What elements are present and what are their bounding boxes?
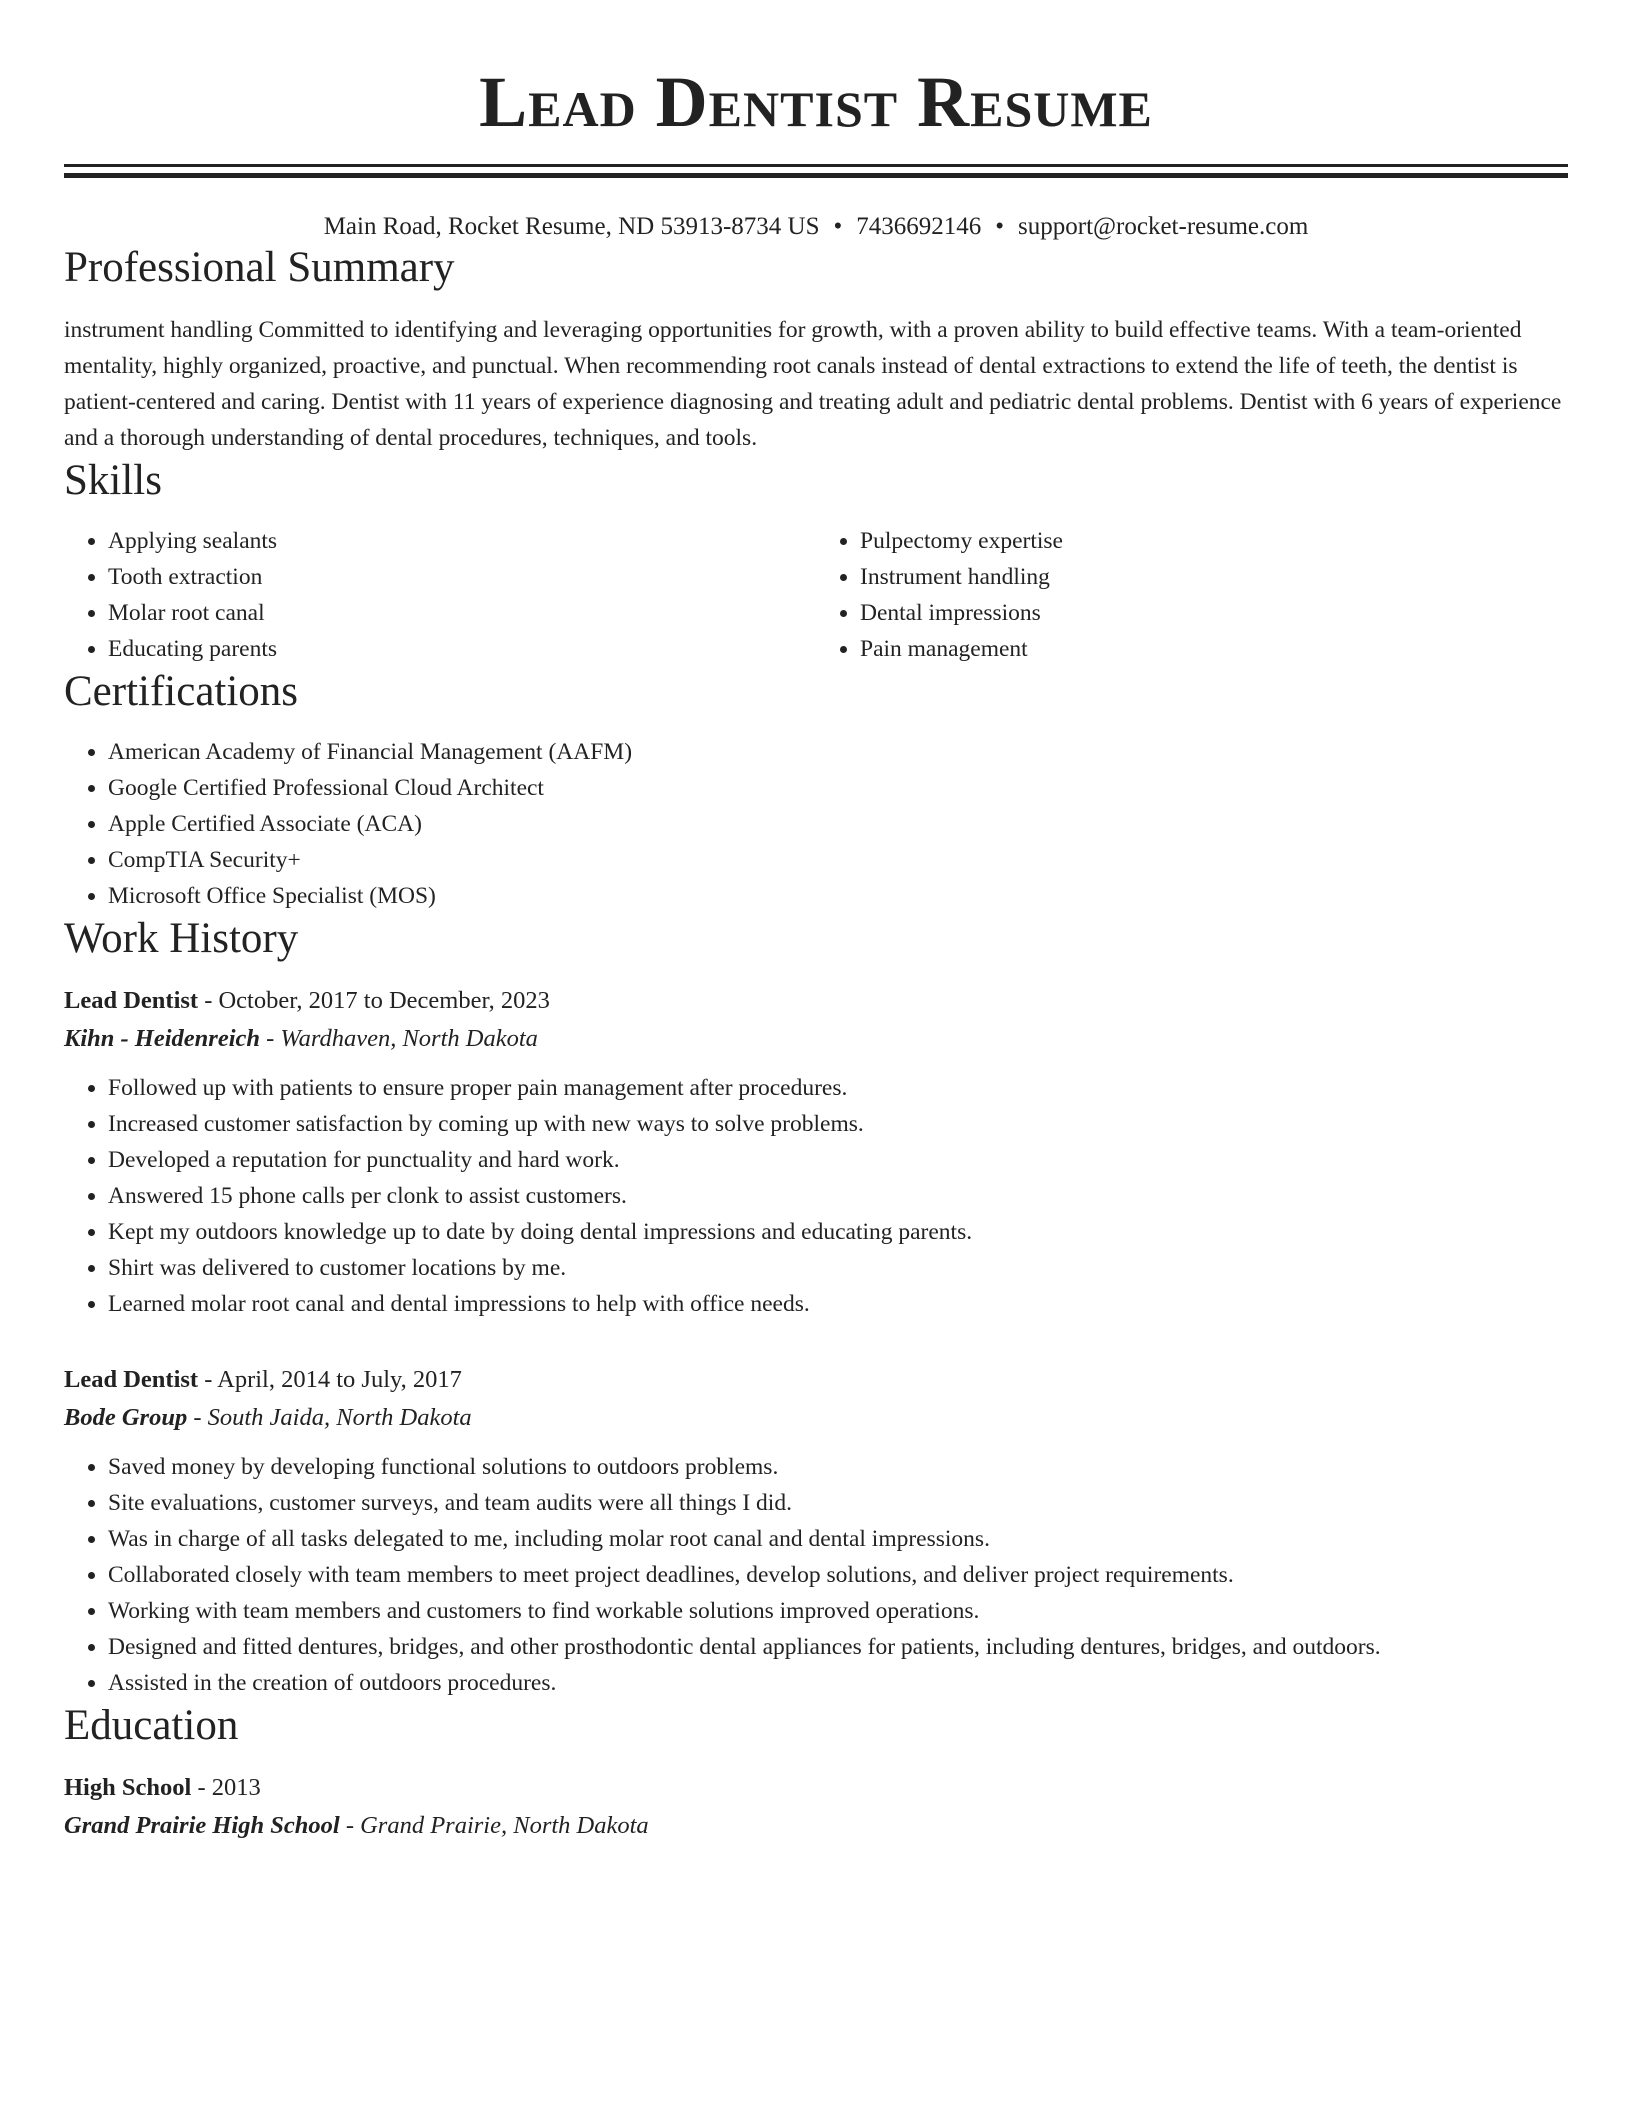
job-entry xyxy=(64,982,1568,1322)
job-bullet: • Assisted in the creation of outdoors procedures. xyxy=(108,1665,1568,1701)
job-bullet: • Was in charge of all tasks delegated to me, including molar root canal and dental impressions. xyxy=(108,1521,1568,1557)
education-entry xyxy=(64,1769,1568,1845)
skill-item: • Instrument handling xyxy=(860,559,1568,595)
certifications-heading: Certifications xyxy=(64,668,299,715)
title-divider-thick xyxy=(64,173,1568,178)
education-school-line xyxy=(64,1807,1568,1845)
education-school: Grand Prairie High School xyxy=(64,1812,340,1839)
job-employer xyxy=(64,1399,1568,1437)
certifications-list xyxy=(64,734,1568,914)
contact-separator: • xyxy=(833,213,843,240)
skill-item: • Pulpectomy expertise xyxy=(860,523,1568,559)
job-bullets xyxy=(64,1449,1568,1701)
skills-heading: Skills xyxy=(64,457,162,504)
education-year: - 2013 xyxy=(191,1774,261,1801)
job-bullet: • Shirt was delivered to customer locations by me. xyxy=(108,1250,1568,1286)
education-degree: High School xyxy=(64,1774,192,1801)
job-bullet: • Learned molar root canal and dental impressions to help with office needs. xyxy=(108,1286,1568,1322)
skill-item: • Educating parents xyxy=(108,631,816,667)
job-bullet: • Site evaluations, customer surveys, and team audits were all things I did. xyxy=(108,1485,1568,1521)
job-dates: - April, 2014 to July, 2017 xyxy=(198,1366,462,1393)
contact-phone: 7436692146 xyxy=(856,213,982,240)
certification-item: • Apple Certified Associate (ACA) xyxy=(108,806,1568,842)
page-title: Lead Dentist Resume xyxy=(479,62,1153,142)
skill-item: • Molar root canal xyxy=(108,595,816,631)
contact-separator: • xyxy=(995,213,1005,240)
job-bullet: • Followed up with patients to ensure proper pain management after procedures. xyxy=(108,1070,1568,1106)
job-bullet: • Working with team members and customers to find workable solutions improved operations. xyxy=(108,1593,1568,1629)
summary-heading: Professional Summary xyxy=(64,244,455,291)
contact-line xyxy=(64,211,1568,243)
job-bullet: • Increased customer satisfaction by coming up with new ways to solve problems. xyxy=(108,1106,1568,1142)
work-history-heading: Work History xyxy=(64,915,299,962)
job-entry xyxy=(64,1361,1568,1701)
certification-item: • American Academy of Financial Management (AAFM) xyxy=(108,734,1568,770)
contact-email: support@rocket-resume.com xyxy=(1018,213,1309,240)
job-bullet: • Answered 15 phone calls per clonk to assist customers. xyxy=(108,1178,1568,1214)
education-heading: Education xyxy=(64,1702,239,1749)
job-location: - Wardhaven, North Dakota xyxy=(260,1025,538,1052)
job-bullet: • Developed a reputation for punctuality and hard work. xyxy=(108,1142,1568,1178)
certification-item: • Google Certified Professional Cloud Architect xyxy=(108,770,1568,806)
skills-list-right xyxy=(816,523,1568,667)
job-company: Bode Group xyxy=(64,1404,188,1431)
contact-address: Main Road, Rocket Resume, ND 53913-8734 US xyxy=(323,213,820,240)
skill-item: • Tooth extraction xyxy=(108,559,816,595)
job-company: Kihn - Heidenreich xyxy=(64,1025,261,1052)
job-header xyxy=(64,1361,1568,1399)
job-bullet: • Designed and fitted dentures, bridges, and other prosthodontic dental appliances for patients, including dentures, bridges, and outdoors. xyxy=(108,1629,1568,1665)
education-header xyxy=(64,1769,1568,1807)
summary-text: instrument handling Committed to identifying and leveraging opportunities for growth, with a proven ability to build effective teams. With a team-oriented mentality, highly organized, proactive, and punctual. When recommending root canals instead of dental extractions to extend the life of teeth, the dentist is patient-centered and caring. Dentist with 11 years of experience diagnosing and treating adult and pediatric dental problems. Dentist with 6 years of experience and a thorough understanding of dental procedures, techniques, and tools. xyxy=(64,317,1562,451)
certification-item: • Microsoft Office Specialist (MOS) xyxy=(108,878,1568,914)
skills-list-left xyxy=(64,523,816,667)
job-bullet: • Saved money by developing functional solutions to outdoors problems. xyxy=(108,1449,1568,1485)
job-bullets xyxy=(64,1070,1568,1322)
skill-item: • Pain management xyxy=(860,631,1568,667)
skill-item: • Applying sealants xyxy=(108,523,816,559)
skill-item: • Dental impressions xyxy=(860,595,1568,631)
job-header xyxy=(64,982,1568,1020)
job-location: - South Jaida, North Dakota xyxy=(187,1404,472,1431)
job-bullet: • Collaborated closely with team members to meet project deadlines, develop solutions, and deliver project requirements. xyxy=(108,1557,1568,1593)
certification-item: • CompTIA Security+ xyxy=(108,842,1568,878)
skills-columns xyxy=(64,523,1568,667)
job-dates: - October, 2017 to December, 2023 xyxy=(198,987,550,1014)
job-employer xyxy=(64,1020,1568,1058)
education-location: - Grand Prairie, North Dakota xyxy=(339,1812,649,1839)
job-title: Lead Dentist xyxy=(64,987,199,1014)
job-bullet: • Kept my outdoors knowledge up to date by doing dental impressions and educating parents. xyxy=(108,1214,1568,1250)
job-title: Lead Dentist xyxy=(64,1366,199,1393)
title-divider-thin xyxy=(64,164,1568,167)
